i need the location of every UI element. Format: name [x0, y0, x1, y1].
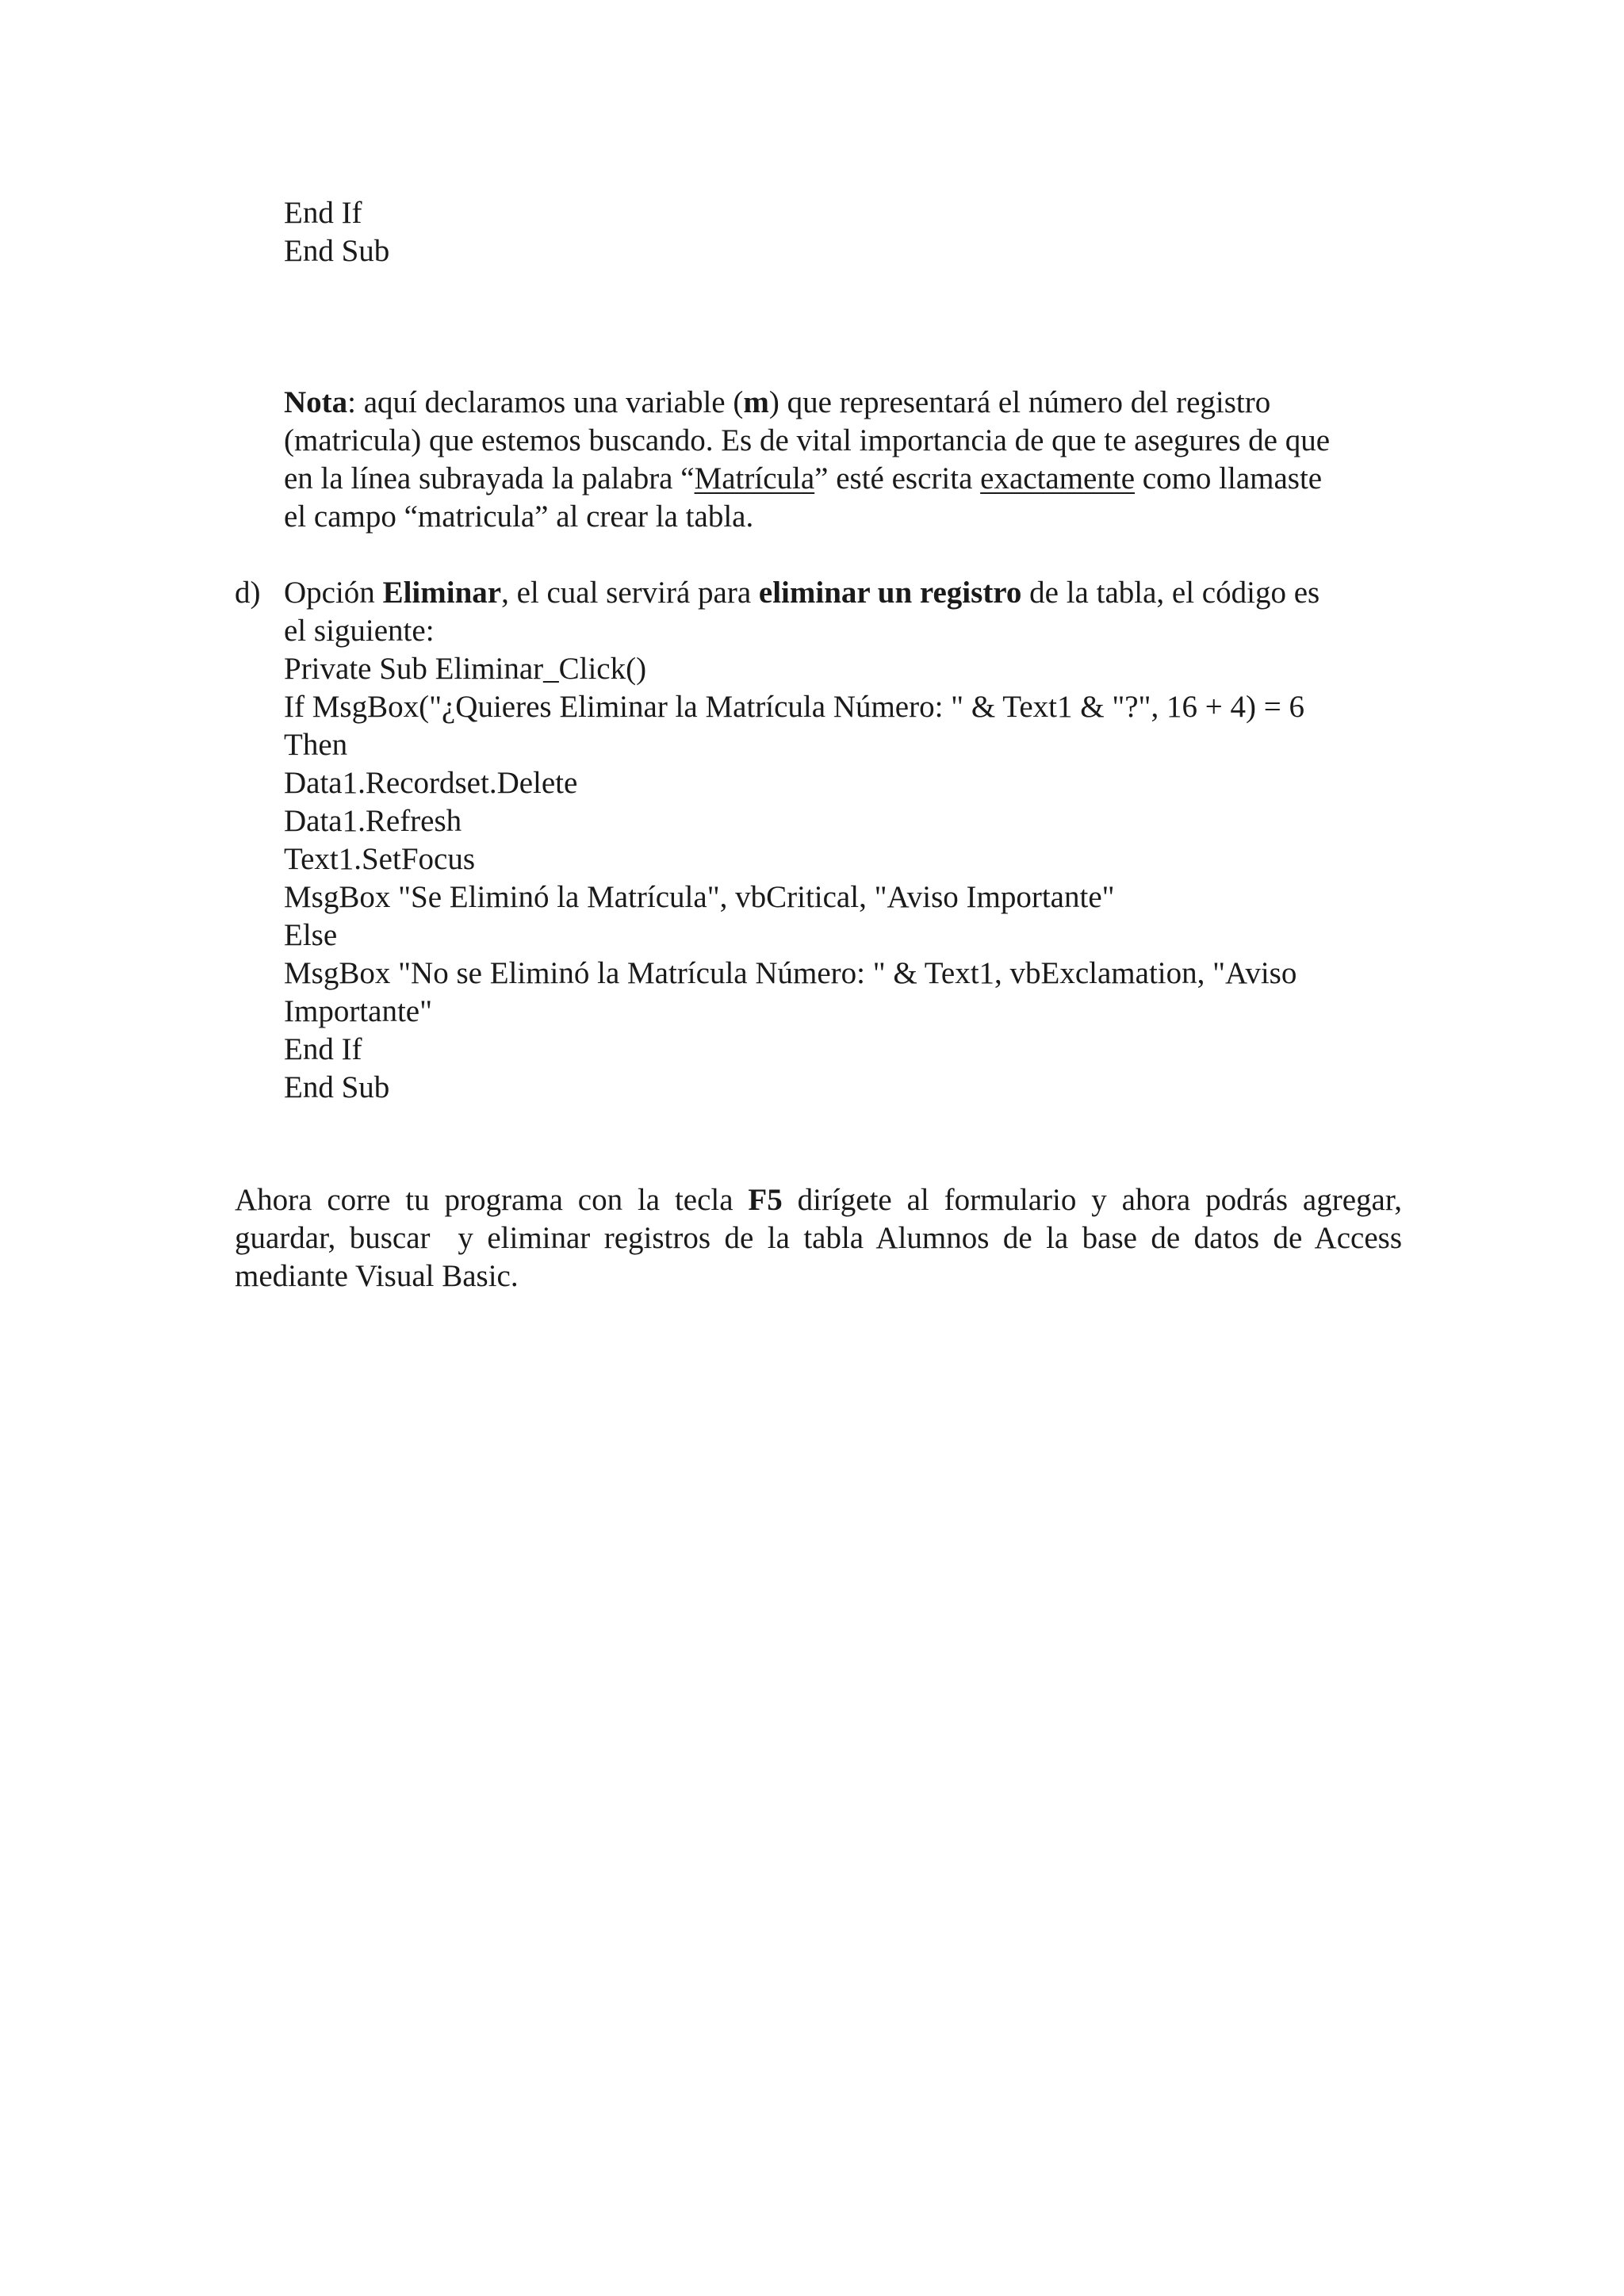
option-name: Eliminar	[382, 576, 502, 610]
note-line-2: (matricula) que estemos buscando. Es de vital importancia de que te asegures de que	[284, 423, 1331, 457]
variable-name: m	[743, 385, 769, 419]
code-line: Data1.Recordset.Delete	[284, 766, 578, 800]
underlined-word-exactamente: exactamente	[980, 461, 1136, 496]
code-line: End If	[284, 196, 362, 230]
option-purpose: eliminar un registro	[758, 576, 1022, 610]
code-line: Then	[284, 728, 348, 762]
note-line-4: el campo “matricula” al crear la tabla.	[284, 499, 754, 534]
closing-line-3: mediante Visual Basic.	[235, 1259, 519, 1293]
code-line: Else	[284, 918, 338, 952]
code-line: Importante"	[284, 994, 433, 1028]
code-line: If MsgBox("¿Quieres Eliminar la Matrícula Número: " & Text1 & "?", 16 + 4) = 6	[284, 690, 1304, 724]
closing-paragraph	[235, 1181, 1402, 1295]
code-line: MsgBox "No se Eliminó la Matrícula Número: " & Text1, vbExclamation, "Aviso	[284, 956, 1297, 990]
closing-line-2: guardar, buscar y eliminar registros de la tabla Alumnos de la base de datos de Access	[235, 1221, 1402, 1255]
code-line: End Sub	[284, 1070, 390, 1104]
note-line-1: Nota: aquí declaramos una variable (m) que representará el número del registro	[284, 385, 1271, 419]
list-item-eliminar	[284, 574, 1402, 1107]
key-name: F5	[748, 1183, 783, 1217]
code-line: Private Sub Eliminar_Click()	[284, 652, 647, 686]
note-label: Nota	[284, 385, 348, 419]
code-line: End Sub	[284, 234, 390, 268]
code-line: Data1.Refresh	[284, 804, 462, 838]
code-line: MsgBox "Se Eliminó la Matrícula", vbCritical, "Aviso Importante"	[284, 880, 1115, 914]
note-paragraph	[284, 384, 1402, 536]
note-line-3: en la línea subrayada la palabra “Matrícula” esté escrita exactamente como llamaste	[284, 461, 1323, 496]
code-fragment-end	[284, 194, 1394, 270]
item-intro-line-1: Opción Eliminar, el cual servirá para eliminar un registro de la tabla, el código es	[284, 576, 1320, 610]
underlined-word-matricula: Matrícula	[694, 461, 815, 496]
closing-line-1: Ahora corre tu programa con la tecla F5 dirígete al formulario y ahora podrás agregar,	[235, 1183, 1402, 1217]
code-line: End If	[284, 1032, 362, 1066]
code-line: Text1.SetFocus	[284, 842, 476, 876]
item-intro-line-2: el siguiente:	[284, 614, 435, 648]
list-marker: d)	[235, 576, 261, 610]
